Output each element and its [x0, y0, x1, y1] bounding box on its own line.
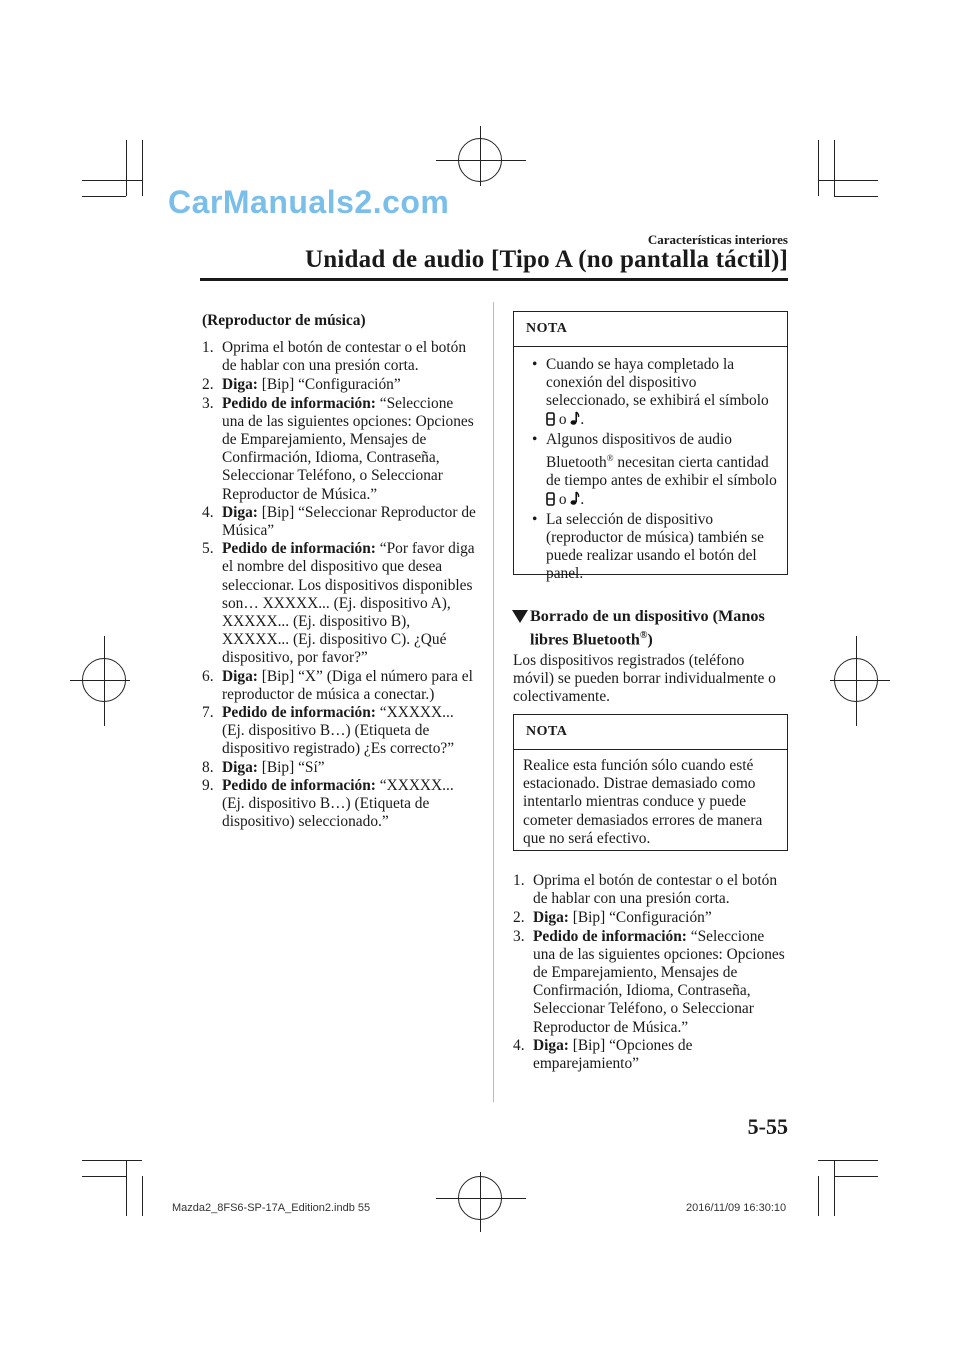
note-body — [522, 356, 779, 584]
music-note-icon — [570, 411, 580, 431]
right-steps-list — [513, 872, 789, 1073]
note-title: NOTA — [514, 715, 787, 750]
note-bullet: • Algunos dispositivos de audio Bluetooth® necesitan cierta cantidad de tiempo antes de exhibir el símbolo o . — [522, 431, 779, 511]
list-item: 7. Pedido de información: “XXXXX... (Ej. dispositivo B…) (Etiqueta de dispositivo registrado) ¿Es correcto?” — [202, 704, 455, 758]
note-title: NOTA — [514, 312, 787, 347]
music-note-icon — [570, 491, 580, 511]
note-box-1 — [513, 311, 788, 583]
phone-icon — [546, 412, 555, 431]
triangle-bullet-icon — [512, 610, 528, 623]
list-item: 4. Diga: [Bip] “Seleccionar Reproductor de Música” — [202, 503, 476, 540]
header-rule — [200, 278, 788, 281]
note-bullet: • La selección de dispositivo (reproductor de música) también se puede realizar usando el botón del panel. — [532, 510, 764, 583]
watermark-logo: CarManuals2.com — [168, 184, 450, 220]
footer-filename: Mazda2_8FS6-SP-17A_Edition2.indb 55 — [172, 1202, 371, 1214]
list-item: 3. Pedido de información: “Seleccione una de las siguientes opciones: Opciones de Emparejamiento, Mensajes de Confirmación, Idioma, Contraseña, Seleccionar Teléfono, o Seleccionar Reproductor de Música.” — [513, 927, 785, 1036]
phone-icon — [546, 492, 555, 511]
list-item: 4. Diga: [Bip] “Opciones de emparejamiento” — [513, 1036, 693, 1073]
list-item: 6. Diga: [Bip] “X” (Diga el número para el reproductor de música a conectar.) — [202, 667, 473, 703]
section-intro-paragraph: Los dispositivos registrados (teléfono móvil) se pueden borrar individualmente o colectivamente. — [513, 652, 776, 706]
list-item: 1. Oprima el botón de contestar o el botón de hablar con una presión corta. — [202, 339, 467, 375]
list-item: 1. Oprima el botón de contestar o el botón de hablar con una presión corta. — [513, 872, 778, 908]
section-heading-delete-device: Borrado de un dispositivo (Manos libres Bluetooth®) — [512, 606, 788, 649]
list-item: 3. Pedido de información: “Seleccione una de las siguientes opciones: Opciones de Emparejamiento, Mensajes de Confirmación, Idioma, Contraseña, Seleccionar Teléfono, o Seleccionar Reproductor de Música.” — [202, 394, 474, 503]
footer-timestamp: 2016/11/09 16:30:10 — [686, 1202, 787, 1214]
subheading-music-player: (Reproductor de música) — [202, 312, 366, 329]
left-steps-list — [202, 339, 478, 831]
list-item: 5. Pedido de información: “Por favor diga el nombre del dispositivo que desea seleccionar. Los dispositivos disponibles son… XXXXX... (Ej. dispositivo A), XXXXX... (Ej. dispositivo B), XXXXX... (Ej. dispositivo C). ¿Qué dispositivo, por favor?” — [202, 540, 475, 667]
list-item: 8. Diga: [Bip] “Sí” — [202, 758, 325, 776]
chapter-title: Unidad de audio [Tipo A (no pantalla táctil)] — [305, 246, 788, 273]
column-divider — [493, 302, 494, 1102]
list-item: 2. Diga: [Bip] “Configuración” — [513, 909, 712, 927]
list-item: 9. Pedido de información: “XXXXX... (Ej. dispositivo B…) (Etiqueta de dispositivo) seleccionado.” — [202, 776, 454, 831]
note-body: Realice esta función sólo cuando esté estacionado. Distrae demasiado como intentarlo mientras conduce y puede cometer demasiados errores de manera que no será efectivo. — [523, 757, 763, 847]
note-bullet: • Cuando se haya completado la conexión del dispositivo seleccionado, se exhibirá el símbolo o . — [522, 356, 779, 431]
section-title: Características interiores — [647, 232, 788, 247]
page-number: 5-55 — [747, 1114, 788, 1139]
list-item: 2. Diga: [Bip] “Configuración” — [202, 376, 401, 394]
note-box-2 — [513, 714, 788, 851]
